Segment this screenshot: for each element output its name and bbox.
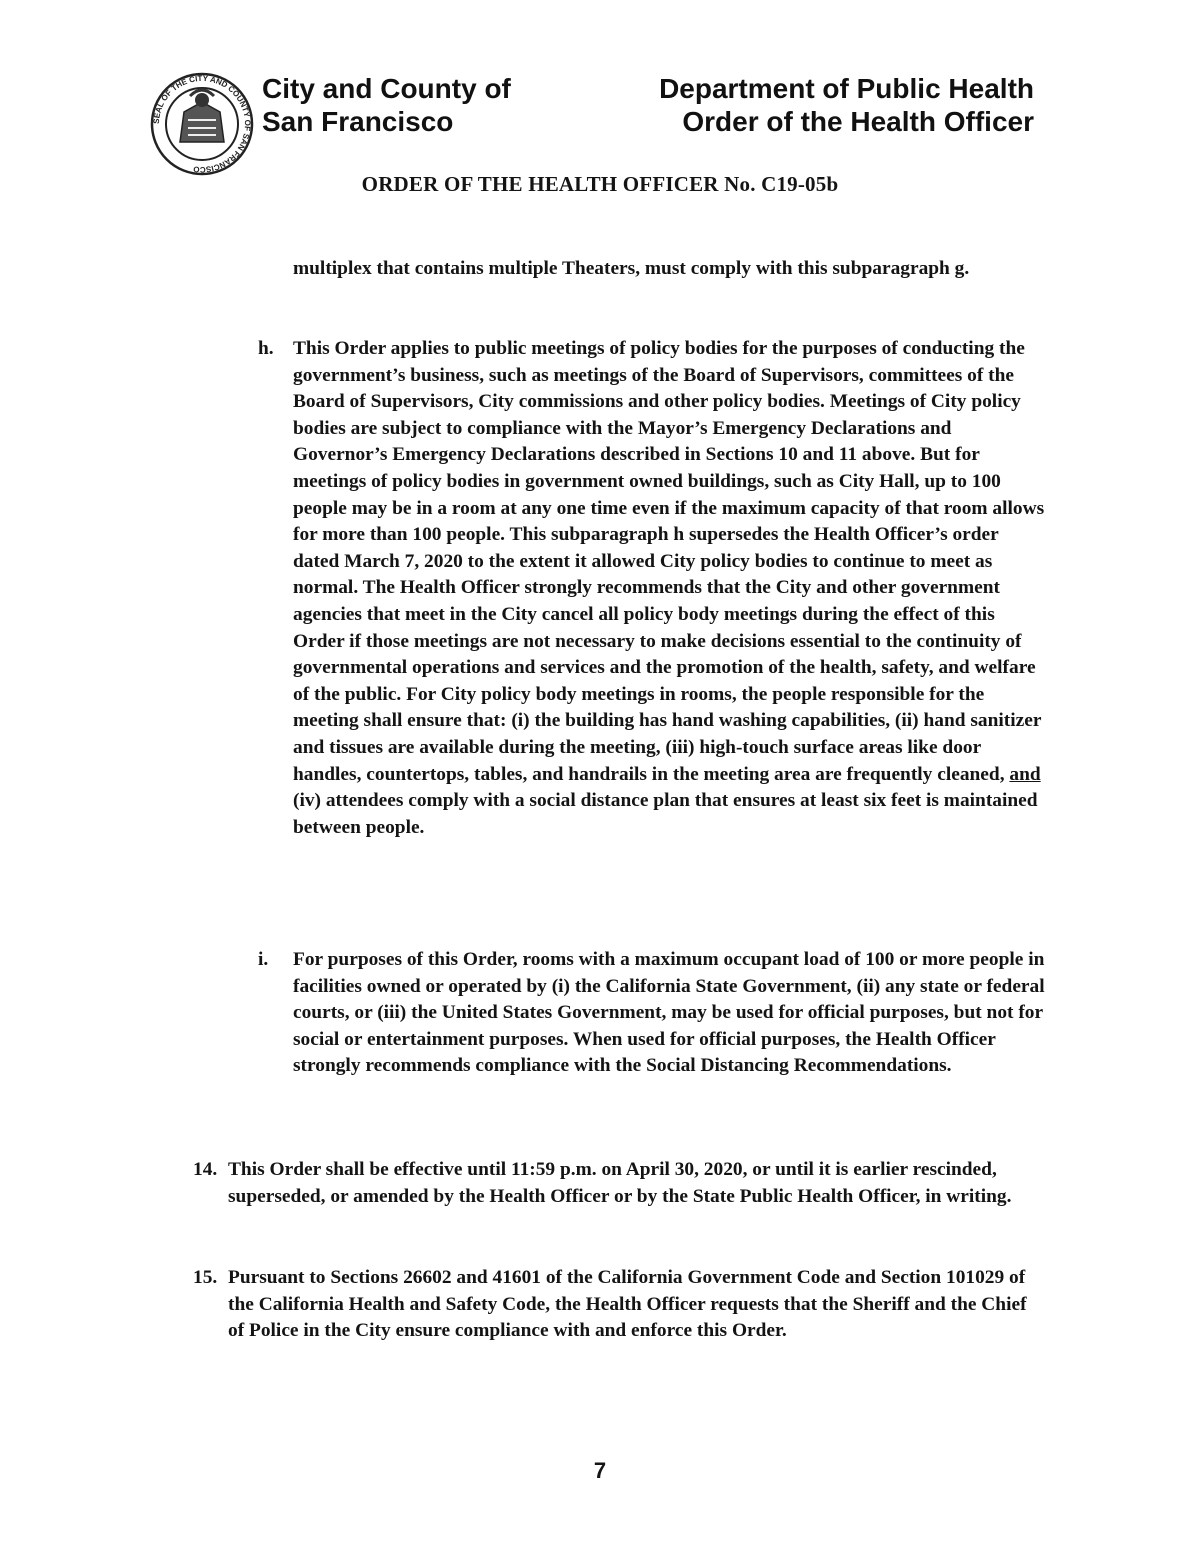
section-14-marker: 14. [193, 1159, 218, 1180]
underlined-and: and [1009, 763, 1041, 785]
subparagraph-i-marker: i. [258, 949, 269, 970]
seal-text: SEAL OF THE CITY AND COUNTY OF SAN FRANCISCO [151, 73, 253, 175]
section-15-marker: 15. [193, 1267, 218, 1288]
header-left-line1: City and County of [262, 73, 511, 104]
section-14 [193, 1157, 1043, 1210]
subparagraph-i [258, 947, 1048, 1080]
department-heading [659, 72, 1034, 138]
city-county-heading [262, 72, 511, 138]
section-15-text: Pursuant to Sections 26602 and 41601 of the California Government Code and Section 101029 of the California Health and Safety Code, the Health Officer requests that the Sheriff and the Chief of Police in the City ensure compliance with and enforce this Order. [228, 1267, 1027, 1342]
section-15 [193, 1265, 1043, 1345]
subparagraph-i-text: For purposes of this Order, rooms with a maximum occupant load of 100 or more people in facilities owned or operated by (i) the California State Government, (ii) any state or federal courts, or (iii) the United States Government, may be used for official purposes, but not for social or entertainment purposes. When used for official purposes, the Health Officer strongly recommends compliance with the Social Distancing Recommendations. [293, 949, 1045, 1077]
subparagraph-h-end: (iv) attendees comply with a social distance plan that ensures at least six feet is maintained between people. [293, 790, 1038, 838]
header-right-line2: Order of the Health Officer [682, 106, 1034, 137]
subparagraph-h-marker: h. [258, 338, 274, 359]
order-title: ORDER OF THE HEALTH OFFICER No. C19-05b [361, 172, 839, 196]
header-right-line1: Department of Public Health [659, 73, 1034, 104]
subparagraph-h [258, 336, 1048, 841]
continued-paragraph: multiplex that contains multiple Theaters, must comply with this subparagraph g. [293, 258, 970, 279]
page-number: 7 [593, 1458, 607, 1483]
subparagraph-h-body: This Order applies to public meetings of policy bodies for the purposes of conducting the government’s business, such as meetings of the Board of Supervisors, committees of the Board of Supervisors, City commissions and other policy bodies. Meetings of City policy bodies are subject to compliance with the Mayor’s Emergency Declarations and Governor’s Emergency Declarations described in Sections 10 and 11 above. But for meetings of policy bodies in government owned buildings, such as City Hall, up to 100 people may be in a room at any one time even if the maximum capacity of that room allows for more than 100 people. This subparagraph h supersedes the Health Officer’s order dated March 7, 2020 to the extent it allowed City policy bodies to continue to meet as normal. The Health Officer strongly recommends that the City and other government agencies that meet in the City cancel all policy body meetings during the effect of this Order if those meetings are not necessary to make decisions essential to the continuity of governmental operations and services and the promotion of the health, safety, and welfare of the public. For City policy body meetings in rooms, the people responsible for the meeting shall ensure that: (i) the building has hand washing capabilities, (ii) hand sanitizer and tissues are available during the meeting, (iii) high-touch surface areas like door handles, countertops, tables, and handrails in the meeting area are frequently cleaned, [293, 338, 1045, 785]
section-14-text: This Order shall be effective until 11:59 p.m. on April 30, 2020, or until it is earlier rescinded, superseded, or amended by the Health Officer or by the State Public Health Officer, in writing. [228, 1159, 1012, 1207]
header-left-line2: San Francisco [262, 106, 454, 137]
subparagraph-h-text [293, 336, 1048, 841]
city-seal-icon [150, 72, 254, 176]
